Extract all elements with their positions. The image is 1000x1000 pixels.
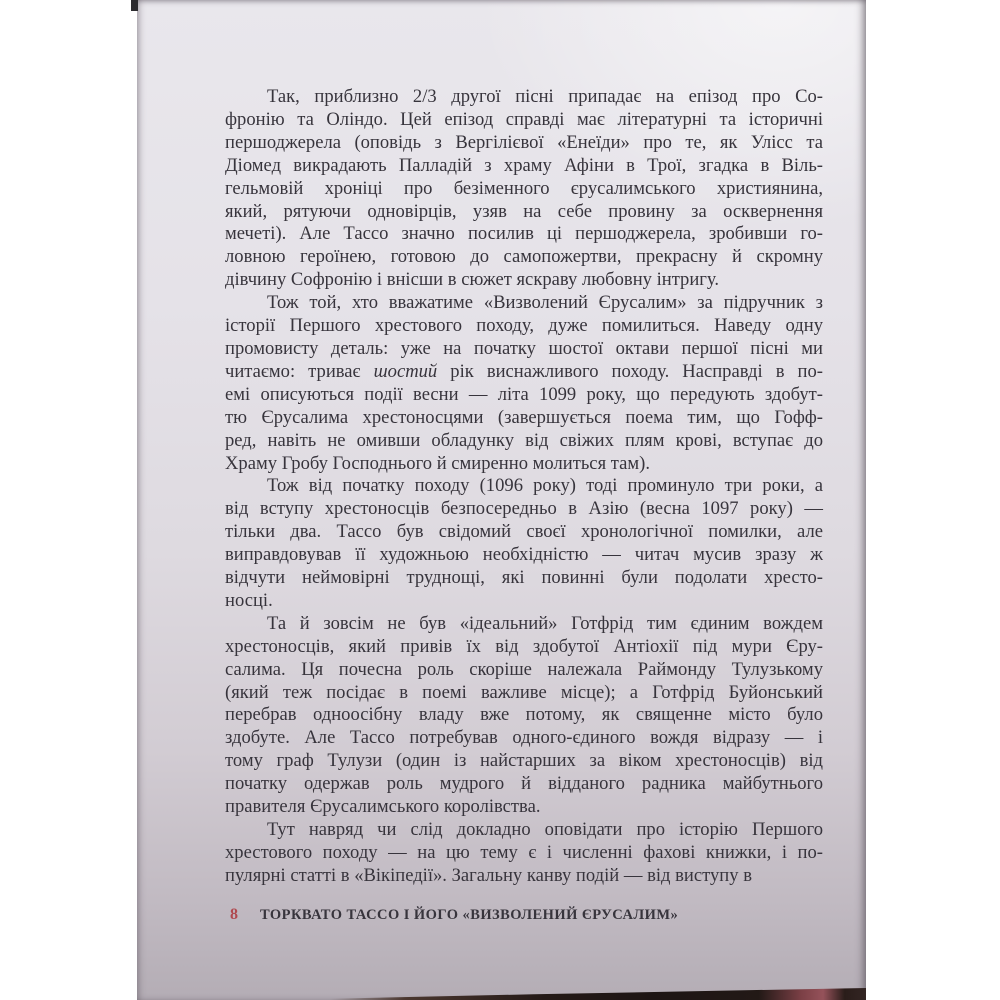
text-line: здобуте. Але Тассо потребував одного-єдиного вождя відразу — і xyxy=(225,727,823,749)
text-line: хрестового походу — на цю тему є і численні фахові книжки, і по- xyxy=(225,841,823,863)
text-line: який, рятуючи одновірців, узяв на себе провину за осквернення xyxy=(225,200,823,222)
text-line: емі описуються події весни — літа 1099 року, що передують здобут- xyxy=(225,383,823,405)
paragraph xyxy=(225,819,823,888)
text-line: ред, навіть не омивши обладунку від свіжих плям крові, вступає до xyxy=(225,429,823,451)
text-line: гельмовій хроніці про безіменного єрусалимського християнина, xyxy=(225,177,823,199)
text-line: мечеті). Але Тассо значно посилив ці першоджерела, зробивши го- xyxy=(225,223,823,245)
text-line: правителя Єрусалимського королівства. xyxy=(225,796,541,818)
text-line: ловною героїнею, готовою до самопожертви, прекрасну й скромну xyxy=(225,246,823,268)
paragraph xyxy=(225,613,823,819)
paragraph xyxy=(225,86,823,292)
text-line: тю Єрусалима хрестоносцями (завершується поема тим, що Гофф- xyxy=(225,406,823,428)
text-line: хрестоносців, який привів їх від здобутої Антіохії під мури Єру- xyxy=(225,635,823,657)
text-line: салима. Ця почесна роль скоріше належала Раймонду Тулузькому xyxy=(225,658,823,680)
paragraph xyxy=(225,475,823,612)
page-corner-shadow xyxy=(131,0,138,11)
text-line: Тож від початку походу (1096 року) тоді проминуло три роки, а xyxy=(267,475,823,497)
text-line: історії Першого хрестового походу, дуже помилиться. Наведу одну xyxy=(225,315,823,337)
text-line: фронію та Оліндо. Цей епізод справді має літературні та історичні xyxy=(225,108,823,130)
text-line: Храму Гробу Господнього й смиренно молиться там). xyxy=(225,452,650,474)
text-line: Діомед викрадають Палладій з храму Афіни в Трої, згадка в Віль- xyxy=(225,154,823,176)
text-line: носці. xyxy=(225,589,273,611)
text-line: перебрав одноосібну владу вже потому, як священне місто було xyxy=(225,704,823,726)
running-title: ТОРКВАТО ТАССО І ЙОГО «ВИЗВОЛЕНИЙ ЄРУСАЛИМ» xyxy=(260,907,679,923)
text-line: виправдовував її художньою необхідністю — читач мусив зразу ж xyxy=(225,544,823,566)
text-line: відчути неймовірні труднощі, які повинні були подолати хресто- xyxy=(225,567,823,589)
page-footer xyxy=(230,906,790,924)
text-line: від вступу хрестоносців безпосередньо в Азію (весна 1097 року) — xyxy=(225,498,823,520)
book-page-photo xyxy=(137,0,866,1000)
text-line: Тут навряд чи слід докладно оповідати про історію Першого xyxy=(267,819,823,840)
text-line: тільки два. Тассо був свідомий своєї хронологічної помилки, але xyxy=(225,521,823,543)
text-line: дівчину Софронію і внісши в сюжет яскраву любовну інтригу. xyxy=(225,269,720,291)
page-number: 8 xyxy=(230,906,238,923)
text-line: першоджерела (оповідь з Вергілієвої «Енеїди» про те, як Улісс та xyxy=(225,131,823,153)
text-line: Та й зовсім не був «ідеальний» Готфрід тим єдиним вождем xyxy=(267,612,823,634)
text-block xyxy=(225,86,823,888)
text-line: Так, приблизно 2/3 другої пісні припадає на епізод про Со- xyxy=(267,86,823,107)
text-line: пулярні статті в «Вікіпедії». Загальну канву подій — від виступу в xyxy=(225,864,752,886)
text-line: початку одержав роль мудрого й відданого радника майбутнього xyxy=(225,773,823,795)
text-line: читаємо: триває шостий рік виснажливого походу. Насправді в по- xyxy=(225,360,823,382)
text-line: Тож той, хто вважатиме «Визволений Єрусалим» за підручник з xyxy=(267,292,823,314)
text-line: (який теж посідає в поемі важливе місце); а Готфрід Буйонський xyxy=(225,681,823,703)
text-line: промовисту деталь: уже на початку шостої октави першої пісні ми xyxy=(225,337,823,359)
paragraph xyxy=(225,292,823,475)
text-line: тому граф Тулузи (один із найстарших за віком хрестоносців) від xyxy=(225,750,823,772)
